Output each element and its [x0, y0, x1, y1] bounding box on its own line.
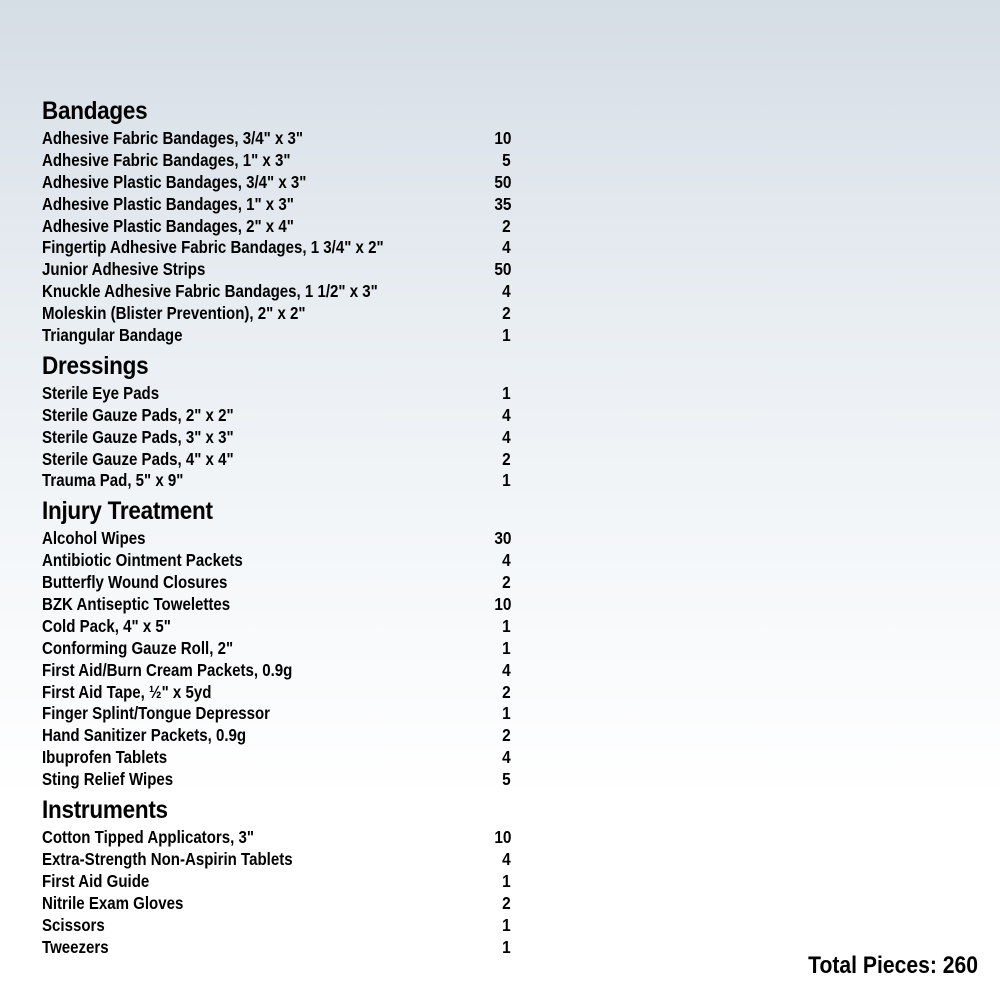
list-item: [42, 703, 517, 725]
item-name: Sterile Gauze Pads, 2" x 2": [42, 404, 234, 425]
item-name: Sterile Gauze Pads, 3" x 3": [42, 426, 234, 447]
item-qty: 5: [502, 769, 511, 790]
list-item: [42, 427, 517, 449]
list-item: [42, 194, 517, 216]
item-name: Cold Pack, 4" x 5": [42, 615, 171, 636]
item-qty: 4: [502, 848, 511, 869]
item-name: Extra-Strength Non-Aspirin Tablets: [42, 848, 293, 869]
section-bandages: [42, 96, 517, 347]
item-name: First Aid/Burn Cream Packets, 0.9g: [42, 659, 293, 680]
item-qty: 4: [502, 404, 511, 425]
item-name: Trauma Pad, 5" x 9": [42, 470, 184, 491]
contents-list: [42, 96, 517, 962]
list-item: [42, 528, 517, 550]
item-qty: 1: [502, 703, 511, 724]
list-item: [42, 849, 517, 871]
item-qty: 4: [502, 659, 511, 680]
item-qty: 50: [493, 171, 511, 192]
item-name: Alcohol Wipes: [42, 528, 146, 549]
list-item: [42, 871, 517, 893]
item-qty: 2: [502, 725, 511, 746]
list-item: [42, 616, 517, 638]
list-item: [42, 594, 517, 616]
item-qty: 1: [502, 637, 511, 658]
item-name: Moleskin (Blister Prevention), 2" x 2": [42, 303, 306, 324]
item-qty: 10: [493, 594, 511, 615]
list-item: [42, 405, 517, 427]
list-item: [42, 725, 517, 747]
section-title: Instruments: [42, 796, 168, 825]
item-name: Junior Adhesive Strips: [42, 259, 206, 280]
item-name: Cotton Tipped Applicators, 3": [42, 827, 254, 848]
item-qty: 1: [502, 470, 511, 491]
item-qty: 10: [493, 827, 511, 848]
section-title: Injury Treatment: [42, 497, 213, 526]
item-qty: 2: [502, 681, 511, 702]
list-item: [42, 769, 517, 791]
item-qty: 2: [502, 572, 511, 593]
list-item: [42, 682, 517, 704]
item-qty: 1: [502, 615, 511, 636]
list-item: [42, 638, 517, 660]
item-qty: 35: [493, 193, 511, 214]
list-item: [42, 827, 517, 849]
item-name: Knuckle Adhesive Fabric Bandages, 1 1/2" x 3": [42, 281, 378, 302]
list-item: [42, 915, 517, 937]
list-item: [42, 660, 517, 682]
list-item: [42, 172, 517, 194]
section-title: Bandages: [42, 97, 148, 125]
list-item: [42, 259, 517, 281]
item-qty: 5: [502, 149, 511, 170]
section-instruments: [42, 795, 517, 958]
item-name: First Aid Guide: [42, 870, 150, 891]
item-qty: 4: [502, 281, 511, 302]
list-item: [42, 303, 517, 325]
item-name: Ibuprofen Tablets: [42, 747, 168, 768]
item-qty: 4: [502, 237, 511, 258]
item-name: Adhesive Plastic Bandages, 3/4" x 3": [42, 171, 307, 192]
section-injury-treatment: [42, 496, 517, 791]
item-qty: 2: [502, 448, 511, 469]
item-name: Triangular Bandage: [42, 325, 183, 346]
item-name: Fingertip Adhesive Fabric Bandages, 1 3/4" x 2": [42, 237, 384, 258]
item-name: Conforming Gauze Roll, 2": [42, 637, 234, 658]
list-item: [42, 383, 517, 405]
section-dressings: [42, 351, 517, 492]
list-item: [42, 325, 517, 347]
item-qty: 10: [493, 128, 511, 148]
item-qty: 1: [502, 914, 511, 935]
item-qty: 1: [502, 936, 511, 957]
total-pieces: Total Pieces: 260: [808, 952, 978, 979]
item-name: Adhesive Plastic Bandages, 1" x 3": [42, 193, 294, 214]
list-item: [42, 128, 517, 150]
list-item: [42, 937, 517, 959]
item-name: First Aid Tape, ½" x 5yd: [42, 681, 212, 702]
item-name: Finger Splint/Tongue Depressor: [42, 703, 271, 724]
list-item: [42, 216, 517, 238]
item-name: Antibiotic Ointment Packets: [42, 550, 243, 571]
item-qty: 2: [502, 215, 511, 236]
item-qty: 2: [502, 892, 511, 913]
item-name: Adhesive Fabric Bandages, 1" x 3": [42, 149, 291, 170]
item-qty: 4: [502, 550, 511, 571]
list-item: [42, 572, 517, 594]
item-name: Sting Relief Wipes: [42, 769, 174, 790]
item-name: Sterile Eye Pads: [42, 382, 160, 403]
item-qty: 4: [502, 426, 511, 447]
item-qty: 1: [502, 870, 511, 891]
item-name: BZK Antiseptic Towelettes: [42, 594, 231, 615]
item-name: Adhesive Plastic Bandages, 2" x 4": [42, 215, 294, 236]
list-item: [42, 449, 517, 471]
item-qty: 30: [493, 528, 511, 549]
list-item: [42, 893, 517, 915]
item-name: Butterfly Wound Closures: [42, 572, 228, 593]
item-qty: 1: [502, 325, 511, 346]
item-name: Sterile Gauze Pads, 4" x 4": [42, 448, 234, 469]
item-name: Hand Sanitizer Packets, 0.9g: [42, 725, 247, 746]
section-title: Dressings: [42, 351, 149, 380]
item-qty: 50: [493, 259, 511, 280]
item-name: Adhesive Fabric Bandages, 3/4" x 3": [42, 128, 304, 148]
list-item: [42, 550, 517, 572]
list-item: [42, 470, 517, 492]
item-qty: 2: [502, 303, 511, 324]
item-qty: 4: [502, 747, 511, 768]
list-item: [42, 747, 517, 769]
item-name: Tweezers: [42, 936, 109, 957]
item-name: Nitrile Exam Gloves: [42, 892, 184, 913]
item-qty: 1: [502, 382, 511, 403]
list-item: [42, 150, 517, 172]
list-item: [42, 237, 517, 259]
item-name: Scissors: [42, 914, 105, 935]
list-item: [42, 281, 517, 303]
